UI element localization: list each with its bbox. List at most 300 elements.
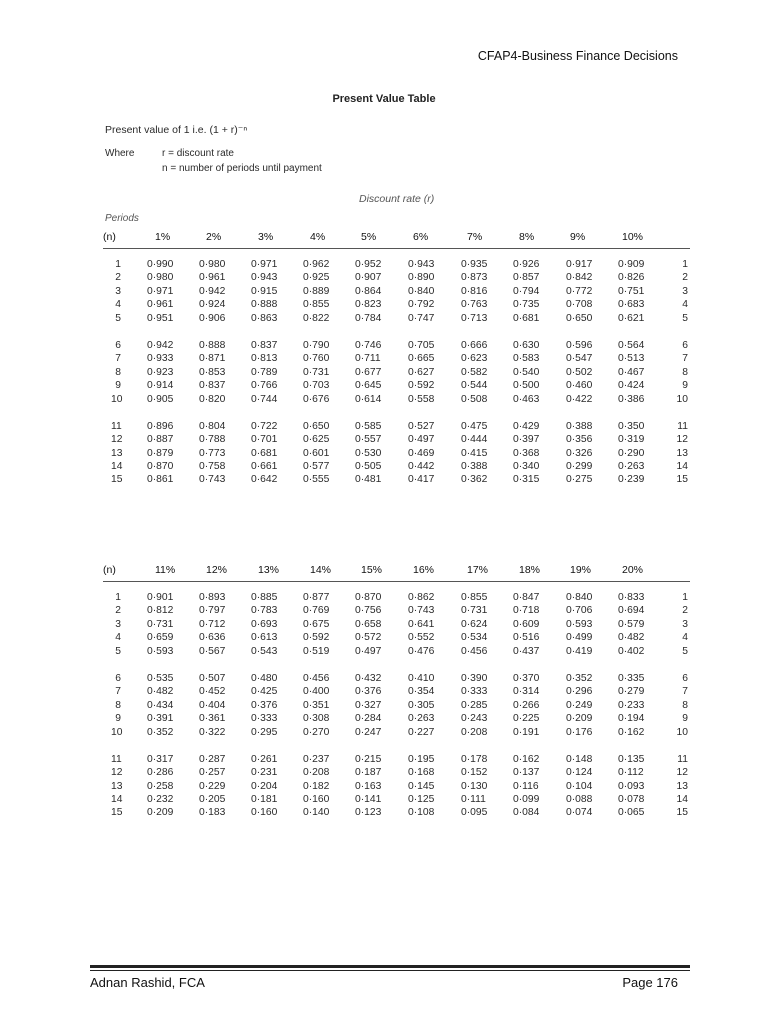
value-cell: 0·980 xyxy=(199,259,226,270)
value-cell: 0·592 xyxy=(408,380,435,392)
value-cell: 0·152 xyxy=(461,767,488,779)
value-cell: 0·208 xyxy=(303,767,330,779)
table-row xyxy=(103,259,688,272)
value-cell: 0·467 xyxy=(618,366,645,378)
table-row xyxy=(103,619,688,632)
value-cell: 0·135 xyxy=(618,753,645,765)
value-cell: 0·625 xyxy=(303,434,330,446)
value-cell: 0·160 xyxy=(303,794,330,806)
value-cell: 0·425 xyxy=(251,686,278,698)
value-cell: 0·564 xyxy=(618,339,645,351)
value-cell: 0·148 xyxy=(566,753,593,765)
value-cell: 0·840 xyxy=(566,592,593,603)
value-cell: 0·731 xyxy=(461,605,488,617)
value-cell: 0·424 xyxy=(618,380,645,392)
value-cell: 0·335 xyxy=(618,672,645,684)
value-cell: 0·162 xyxy=(513,753,540,765)
value-cell: 0·823 xyxy=(355,299,382,311)
period-cell-right: 12 xyxy=(676,767,688,779)
value-cell: 0·181 xyxy=(251,794,278,806)
value-cell: 0·442 xyxy=(408,461,435,473)
value-cell: 0·527 xyxy=(408,420,435,432)
rate-column-header: 8% xyxy=(519,231,535,243)
value-cell: 0·760 xyxy=(303,353,330,365)
table-row xyxy=(103,299,688,312)
value-cell: 0·971 xyxy=(251,259,278,270)
table-row xyxy=(103,474,688,487)
value-cell: 0·923 xyxy=(147,366,174,378)
rate-column-header: 4% xyxy=(310,231,326,243)
rate-column-header: 11% xyxy=(155,564,176,576)
value-cell: 0·661 xyxy=(251,461,278,473)
value-cell: 0·901 xyxy=(147,592,174,603)
value-cell: 0·743 xyxy=(199,474,226,486)
value-cell: 0·961 xyxy=(199,272,226,284)
period-cell: 5 xyxy=(115,645,121,657)
value-cell: 0·557 xyxy=(355,434,382,446)
period-cell-right: 8 xyxy=(682,366,688,378)
value-cell: 0·650 xyxy=(566,312,593,324)
value-cell: 0·475 xyxy=(461,420,488,432)
value-cell: 0·621 xyxy=(618,312,645,324)
rate-column-header: 10% xyxy=(622,231,644,243)
value-cell: 0·794 xyxy=(513,285,540,297)
period-cell: 8 xyxy=(115,366,121,378)
value-cell: 0·275 xyxy=(566,474,593,486)
period-cell: 14 xyxy=(111,794,123,806)
period-cell-right: 1 xyxy=(682,259,688,270)
period-cell: 4 xyxy=(115,632,121,644)
value-cell: 0·322 xyxy=(199,726,226,738)
value-cell: 0·502 xyxy=(566,366,593,378)
value-cell: 0·624 xyxy=(461,618,488,630)
rate-column-header: 14% xyxy=(310,564,332,576)
rate-column-header: 13% xyxy=(258,564,280,576)
table-row xyxy=(103,605,688,618)
rate-column-header: 15% xyxy=(361,564,383,576)
period-cell-right: 14 xyxy=(676,794,688,806)
value-cell: 0·314 xyxy=(513,686,540,698)
value-cell: 0·708 xyxy=(566,299,593,311)
value-cell: 0·861 xyxy=(147,474,174,486)
value-cell: 0·176 xyxy=(566,726,593,738)
value-cell: 0·279 xyxy=(618,686,645,698)
period-cell: 6 xyxy=(115,339,121,351)
value-cell: 0·125 xyxy=(408,794,435,806)
period-cell: 14 xyxy=(111,461,123,473)
value-cell: 0·813 xyxy=(251,353,278,365)
value-cell: 0·712 xyxy=(199,618,226,630)
value-cell: 0·317 xyxy=(147,753,174,765)
period-cell: 13 xyxy=(111,447,123,459)
value-cell: 0·885 xyxy=(251,592,278,603)
value-cell: 0·437 xyxy=(513,645,540,657)
value-cell: 0·400 xyxy=(303,686,330,698)
value-cell: 0·099 xyxy=(513,794,540,806)
value-cell: 0·593 xyxy=(566,618,593,630)
period-cell-right: 15 xyxy=(676,807,688,819)
value-cell: 0·613 xyxy=(251,632,278,644)
value-cell: 0·862 xyxy=(408,592,435,603)
period-cell-right: 9 xyxy=(682,713,688,725)
value-cell: 0·123 xyxy=(355,807,382,819)
value-cell: 0·887 xyxy=(147,434,174,446)
table-row xyxy=(103,592,688,605)
value-cell: 0·585 xyxy=(355,420,382,432)
value-cell: 0·718 xyxy=(513,605,540,617)
period-cell-right: 7 xyxy=(682,686,688,698)
value-cell: 0·735 xyxy=(513,299,540,311)
rate-column-header: 16% xyxy=(413,564,435,576)
rate-column-header: 6% xyxy=(413,231,429,243)
value-cell: 0·108 xyxy=(408,807,435,819)
value-cell: 0·508 xyxy=(461,393,488,405)
value-cell: 0·376 xyxy=(355,686,382,698)
value-cell: 0·208 xyxy=(461,726,488,738)
rate-column-header: 5% xyxy=(361,231,377,243)
period-cell: 3 xyxy=(115,618,121,630)
value-cell: 0·962 xyxy=(303,259,330,270)
value-cell: 0·225 xyxy=(513,713,540,725)
value-cell: 0·340 xyxy=(513,461,540,473)
period-cell: 10 xyxy=(111,726,123,738)
discount-rate-label: Discount rate (r) xyxy=(359,193,435,205)
period-cell: 7 xyxy=(115,686,121,698)
value-cell: 0·333 xyxy=(461,686,488,698)
period-cell-right: 7 xyxy=(682,353,688,365)
table-header-row xyxy=(103,561,688,581)
value-cell: 0·942 xyxy=(147,339,174,351)
value-cell: 0·205 xyxy=(199,794,226,806)
value-cell: 0·863 xyxy=(251,312,278,324)
value-cell: 0·111 xyxy=(461,794,486,806)
value-cell: 0·229 xyxy=(199,780,226,792)
value-cell: 0·237 xyxy=(303,753,330,765)
value-cell: 0·592 xyxy=(303,632,330,644)
value-cell: 0·469 xyxy=(408,447,435,459)
table-row xyxy=(103,353,688,366)
value-cell: 0·743 xyxy=(408,605,435,617)
value-cell: 0·853 xyxy=(199,366,226,378)
value-cell: 0·925 xyxy=(303,272,330,284)
value-cell: 0·905 xyxy=(147,393,174,405)
value-cell: 0·499 xyxy=(566,632,593,644)
table-row xyxy=(103,367,688,380)
value-cell: 0·295 xyxy=(251,726,278,738)
value-cell: 0·388 xyxy=(566,420,593,432)
running-header: CFAP4-Business Finance Decisions xyxy=(477,49,678,63)
value-cell: 0·544 xyxy=(461,380,488,392)
value-cell: 0·558 xyxy=(408,393,435,405)
period-cell-right: 6 xyxy=(682,339,688,351)
value-cell: 0·871 xyxy=(199,353,226,365)
value-cell: 0·361 xyxy=(199,713,226,725)
n-column-header: (n) xyxy=(103,231,116,243)
table-row xyxy=(103,781,688,794)
value-cell: 0·530 xyxy=(355,447,382,459)
value-cell: 0·601 xyxy=(303,447,330,459)
period-cell: 1 xyxy=(115,259,121,270)
value-cell: 0·415 xyxy=(461,447,488,459)
value-cell: 0·124 xyxy=(566,767,593,779)
value-cell: 0·130 xyxy=(461,780,488,792)
period-cell-right: 1 xyxy=(682,592,688,603)
value-cell: 0·178 xyxy=(461,753,488,765)
table-row xyxy=(103,340,688,353)
value-cell: 0·659 xyxy=(147,632,174,644)
value-cell: 0·547 xyxy=(566,353,593,365)
value-cell: 0·555 xyxy=(303,474,330,486)
row-group xyxy=(103,259,688,326)
value-cell: 0·463 xyxy=(513,393,540,405)
formula-text: Present value of 1 i.e. (1 + r)⁻ⁿ xyxy=(105,124,248,136)
value-cell: 0·456 xyxy=(461,645,488,657)
period-cell-right: 9 xyxy=(682,380,688,392)
value-cell: 0·677 xyxy=(355,366,382,378)
value-cell: 0·772 xyxy=(566,285,593,297)
value-cell: 0·391 xyxy=(147,713,174,725)
period-cell-right: 5 xyxy=(682,645,688,657)
value-cell: 0·315 xyxy=(513,474,540,486)
value-cell: 0·326 xyxy=(566,447,593,459)
value-cell: 0·877 xyxy=(303,592,330,603)
value-cell: 0·847 xyxy=(513,592,540,603)
table-row xyxy=(103,646,688,659)
period-cell-right: 8 xyxy=(682,699,688,711)
value-cell: 0·209 xyxy=(147,807,174,819)
row-group xyxy=(103,754,688,821)
value-cell: 0·552 xyxy=(408,632,435,644)
n-definition: n = number of periods until payment xyxy=(162,163,322,174)
value-cell: 0·183 xyxy=(199,807,226,819)
value-cell: 0·840 xyxy=(408,285,435,297)
period-cell-right: 2 xyxy=(682,605,688,617)
value-cell: 0·195 xyxy=(408,753,435,765)
value-cell: 0·906 xyxy=(199,312,226,324)
value-cell: 0·191 xyxy=(513,726,540,738)
value-cell: 0·797 xyxy=(199,605,226,617)
table-row xyxy=(103,754,688,767)
footer-author: Adnan Rashid, FCA xyxy=(90,975,205,990)
value-cell: 0·675 xyxy=(303,618,330,630)
value-cell: 0·078 xyxy=(618,794,645,806)
value-cell: 0·890 xyxy=(408,272,435,284)
value-cell: 0·751 xyxy=(618,285,645,297)
period-cell: 5 xyxy=(115,312,121,324)
value-cell: 0·397 xyxy=(513,434,540,446)
value-cell: 0·705 xyxy=(408,339,435,351)
period-cell-right: 11 xyxy=(677,420,688,432)
value-cell: 0·182 xyxy=(303,780,330,792)
value-cell: 0·713 xyxy=(461,312,488,324)
period-cell-right: 15 xyxy=(676,474,688,486)
rate-column-header: 1% xyxy=(155,231,171,243)
period-cell-right: 13 xyxy=(676,780,688,792)
table-row xyxy=(103,686,688,699)
table-row xyxy=(103,807,688,820)
value-cell: 0·701 xyxy=(251,434,278,446)
value-cell: 0·419 xyxy=(566,645,593,657)
period-cell: 2 xyxy=(115,605,121,617)
value-cell: 0·368 xyxy=(513,447,540,459)
table-row xyxy=(103,394,688,407)
value-cell: 0·711 xyxy=(355,353,381,365)
value-cell: 0·766 xyxy=(251,380,278,392)
value-cell: 0·642 xyxy=(251,474,278,486)
row-group xyxy=(103,592,688,659)
value-cell: 0·837 xyxy=(251,339,278,351)
value-cell: 0·513 xyxy=(618,353,645,365)
value-cell: 0·582 xyxy=(461,366,488,378)
header-rule xyxy=(103,248,690,249)
value-cell: 0·935 xyxy=(461,259,488,270)
value-cell: 0·482 xyxy=(618,632,645,644)
table-row xyxy=(103,421,688,434)
value-cell: 0·658 xyxy=(355,618,382,630)
value-cell: 0·327 xyxy=(355,699,382,711)
value-cell: 0·676 xyxy=(303,393,330,405)
value-cell: 0·481 xyxy=(355,474,382,486)
value-cell: 0·873 xyxy=(461,272,488,284)
value-cell: 0·855 xyxy=(461,592,488,603)
value-cell: 0·088 xyxy=(566,794,593,806)
period-cell: 8 xyxy=(115,699,121,711)
value-cell: 0·820 xyxy=(199,393,226,405)
table-row xyxy=(103,767,688,780)
value-cell: 0·497 xyxy=(408,434,435,446)
value-cell: 0·951 xyxy=(147,312,174,324)
value-cell: 0·744 xyxy=(251,393,278,405)
value-cell: 0·286 xyxy=(147,767,174,779)
value-cell: 0·168 xyxy=(408,767,435,779)
page-title: Present Value Table xyxy=(332,93,436,105)
rate-column-header: 20% xyxy=(622,564,644,576)
value-cell: 0·893 xyxy=(199,592,226,603)
period-cell-right: 14 xyxy=(676,461,688,473)
value-cell: 0·681 xyxy=(513,312,540,324)
value-cell: 0·855 xyxy=(303,299,330,311)
value-cell: 0·731 xyxy=(147,618,174,630)
value-cell: 0·683 xyxy=(618,299,645,311)
value-cell: 0·352 xyxy=(566,672,593,684)
period-cell-right: 2 xyxy=(682,272,688,284)
period-cell-right: 10 xyxy=(676,726,688,738)
table-row xyxy=(103,380,688,393)
value-cell: 0·204 xyxy=(251,780,278,792)
value-cell: 0·243 xyxy=(461,713,488,725)
value-cell: 0·822 xyxy=(303,312,330,324)
value-cell: 0·540 xyxy=(513,366,540,378)
present-value-table-1 xyxy=(103,228,688,488)
value-cell: 0·429 xyxy=(513,420,540,432)
value-cell: 0·233 xyxy=(618,699,645,711)
value-cell: 0·693 xyxy=(251,618,278,630)
value-cell: 0·694 xyxy=(618,605,645,617)
value-cell: 0·417 xyxy=(408,474,435,486)
value-cell: 0·351 xyxy=(303,699,330,711)
value-cell: 0·290 xyxy=(618,447,645,459)
value-cell: 0·614 xyxy=(355,393,382,405)
value-cell: 0·623 xyxy=(461,353,488,365)
value-cell: 0·422 xyxy=(566,393,593,405)
where-label: Where xyxy=(105,148,135,159)
value-cell: 0·249 xyxy=(566,699,593,711)
row-group xyxy=(103,340,688,407)
period-cell: 9 xyxy=(115,713,121,725)
value-cell: 0·444 xyxy=(461,434,488,446)
period-cell-right: 3 xyxy=(682,285,688,297)
period-cell-right: 4 xyxy=(682,632,688,644)
value-cell: 0·065 xyxy=(618,807,645,819)
rate-column-header: 9% xyxy=(570,231,586,243)
table-row xyxy=(103,673,688,686)
value-cell: 0·476 xyxy=(408,645,435,657)
period-cell: 12 xyxy=(111,767,123,779)
value-cell: 0·505 xyxy=(355,461,382,473)
value-cell: 0·257 xyxy=(199,767,226,779)
value-cell: 0·681 xyxy=(251,447,278,459)
period-cell-right: 11 xyxy=(677,753,688,765)
value-cell: 0·390 xyxy=(461,672,488,684)
value-cell: 0·247 xyxy=(355,726,382,738)
value-cell: 0·961 xyxy=(147,299,174,311)
footer-page-number: Page 176 xyxy=(622,975,678,990)
period-cell: 12 xyxy=(111,434,123,446)
value-cell: 0·404 xyxy=(199,699,226,711)
value-cell: 0·926 xyxy=(513,259,540,270)
value-cell: 0·971 xyxy=(147,285,174,297)
value-cell: 0·432 xyxy=(355,672,382,684)
value-cell: 0·350 xyxy=(618,420,645,432)
value-cell: 0·116 xyxy=(513,780,539,792)
value-cell: 0·263 xyxy=(618,461,645,473)
value-cell: 0·231 xyxy=(251,767,278,779)
value-cell: 0·402 xyxy=(618,645,645,657)
table-row xyxy=(103,461,688,474)
value-cell: 0·804 xyxy=(199,420,226,432)
value-cell: 0·215 xyxy=(355,753,382,765)
value-cell: 0·386 xyxy=(618,393,645,405)
value-cell: 0·722 xyxy=(251,420,278,432)
value-cell: 0·943 xyxy=(251,272,278,284)
value-cell: 0·112 xyxy=(618,767,644,779)
value-cell: 0·263 xyxy=(408,713,435,725)
value-cell: 0·572 xyxy=(355,632,382,644)
value-cell: 0·519 xyxy=(303,645,330,657)
table-header-row xyxy=(103,228,688,248)
value-cell: 0·284 xyxy=(355,713,382,725)
value-cell: 0·160 xyxy=(251,807,278,819)
value-cell: 0·535 xyxy=(147,672,174,684)
value-cell: 0·789 xyxy=(251,366,278,378)
value-cell: 0·756 xyxy=(355,605,382,617)
value-cell: 0·500 xyxy=(513,380,540,392)
value-cell: 0·137 xyxy=(513,767,540,779)
table-row xyxy=(103,632,688,645)
period-cell: 10 xyxy=(111,393,123,405)
value-cell: 0·452 xyxy=(199,686,226,698)
table-row xyxy=(103,700,688,713)
value-cell: 0·319 xyxy=(618,434,645,446)
value-cell: 0·543 xyxy=(251,645,278,657)
value-cell: 0·924 xyxy=(199,299,226,311)
table-row xyxy=(103,286,688,299)
value-cell: 0·842 xyxy=(566,272,593,284)
value-cell: 0·388 xyxy=(461,461,488,473)
rate-column-header: 12% xyxy=(206,564,228,576)
rate-column-header: 2% xyxy=(206,231,222,243)
value-cell: 0·609 xyxy=(513,618,540,630)
